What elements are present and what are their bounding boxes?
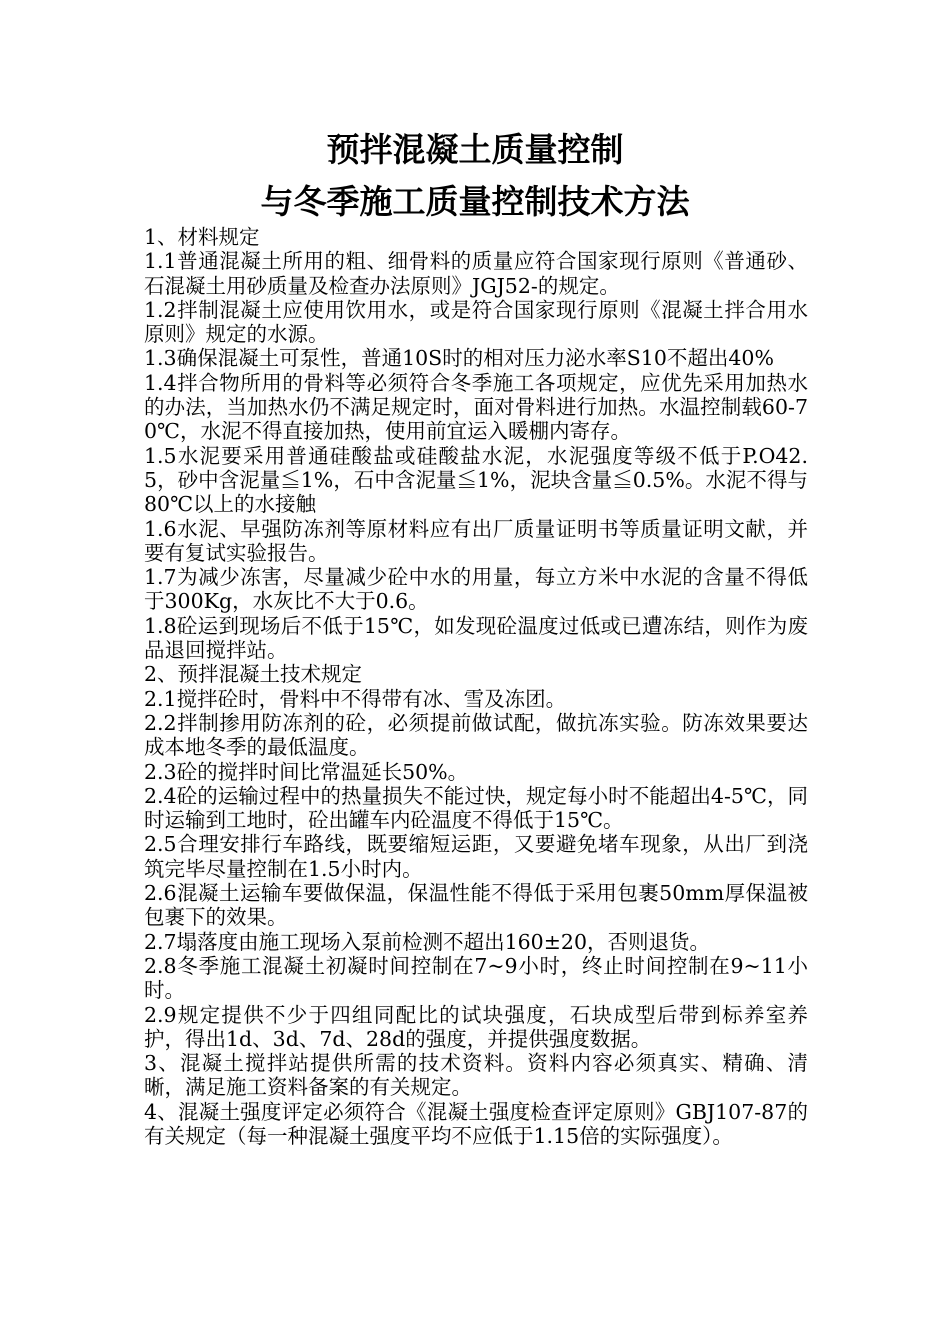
paragraph-2-6: 2.6混凝土运输车要做保温，保温性能不得低于采用包裹50mm厚保温被包裹下的效果。 [144,881,808,930]
paragraph-2-2: 2.2拌制掺用防冻剂的砼，必须提前做试配，做抗冻实验。防冻效果要达成本地冬季的最低温度。 [144,710,808,760]
paragraph-2-3: 2.3砼的搅拌时间比常温延长50%。 [144,759,469,784]
paragraph-1-8: 1.8砼运到现场后不低于15℃，如发现砼温度过低或已遭冻结，则作为废品退回搅拌站。 [144,613,808,663]
section-3: 3、混凝土搅拌站提供所需的技术资料。资料内容必须真实、精确、清晰，满足施工资料备案的有关规定。 [144,1051,808,1100]
paragraph-2-1: 2.1搅拌砼时，骨料中不得带有冰、雪及冻团。 [144,686,567,711]
paragraph-1-7: 1.7为减少冻害，尽量减少砼中水的用量，每立方米中水泥的含量不得低于300Kg，水灰比不大于0.6。 [144,565,808,614]
section-heading-1: 1、材料规定 [144,225,260,249]
document-title-line-1: 预拌混凝土质量控制 [326,130,624,169]
paragraph-2-5: 2.5合理安排行车路线，既要缩短运距，又要避免堵车现象，从出厂到浇筑完毕尽量控制在1.5小时内。 [144,832,808,881]
section-heading-2: 2、预拌混凝土技术规定 [144,662,363,687]
paragraph-1-6: 1.6水泥、早强防冻剂等原材料应有出厂质量证明书等质量证明文献，并要有复试实验报告。 [144,516,808,565]
paragraph-1-5: 1.5水泥要采用普通硅酸盐或硅酸盐水泥，水泥强度等级不低于P.O42.5，砂中含泥量≦1%，石中含泥量≦1%，泥块含量≦0.5%。水泥不得与80℃以上的水接触 [144,443,808,517]
paragraph-2-8: 2.8冬季施工混凝土初凝时间控制在7~9小时，终止时间控制在9~11小时。 [144,953,808,1003]
paragraph-1-1: 1.1普通混凝土所用的粗、细骨料的质量应符合国家现行原则《普通砂、石混凝土用砂质量及检查办法原则》JGJ52-的规定。 [144,249,808,298]
paragraph-2-7: 2.7塌落度由施工现场入泵前检测不超出160±20，否则退货。 [144,929,710,954]
paragraph-1-4: 1.4拌合物所用的骨料等必须符合冬季施工各项规定，应优先采用加热水的办法，当加热水仍不满足规定时，面对骨料进行加热。水温控制载60-70℃，水泥不得直接加热，使用前宜运入暖棚内寄存。 [144,370,808,444]
document-title-line-2: 与冬季施工质量控制技术方法 [260,182,690,221]
paragraph-2-9: 2.9规定提供不少于四组同配比的试块强度，石块成型后带到标养室养护，得出1d、3d、7d、28d的强度，并提供强度数据。 [144,1002,808,1051]
paragraph-2-4: 2.4砼的运输过程中的热量损失不能过快，规定每小时不能超出4-5℃，同时运输到工地时，砼出罐车内砼温度不得低于15℃。 [144,783,808,833]
paragraph-1-2: 1.2拌制混凝土应使用饮用水，或是符合国家现行原则《混凝土拌合用水原则》规定的水源。 [144,297,808,347]
document-body [144,225,808,1148]
section-4: 4、混凝土强度评定必须符合《混凝土强度检查评定原则》GBJ107-87的有关规定（每一种混凝土强度平均不应低于1.15倍的实际强度）。 [144,1099,808,1148]
paragraph-1-3: 1.3确保混凝土可泵性，普通10S时的相对压力泌水率S10不超出40% [144,346,774,371]
